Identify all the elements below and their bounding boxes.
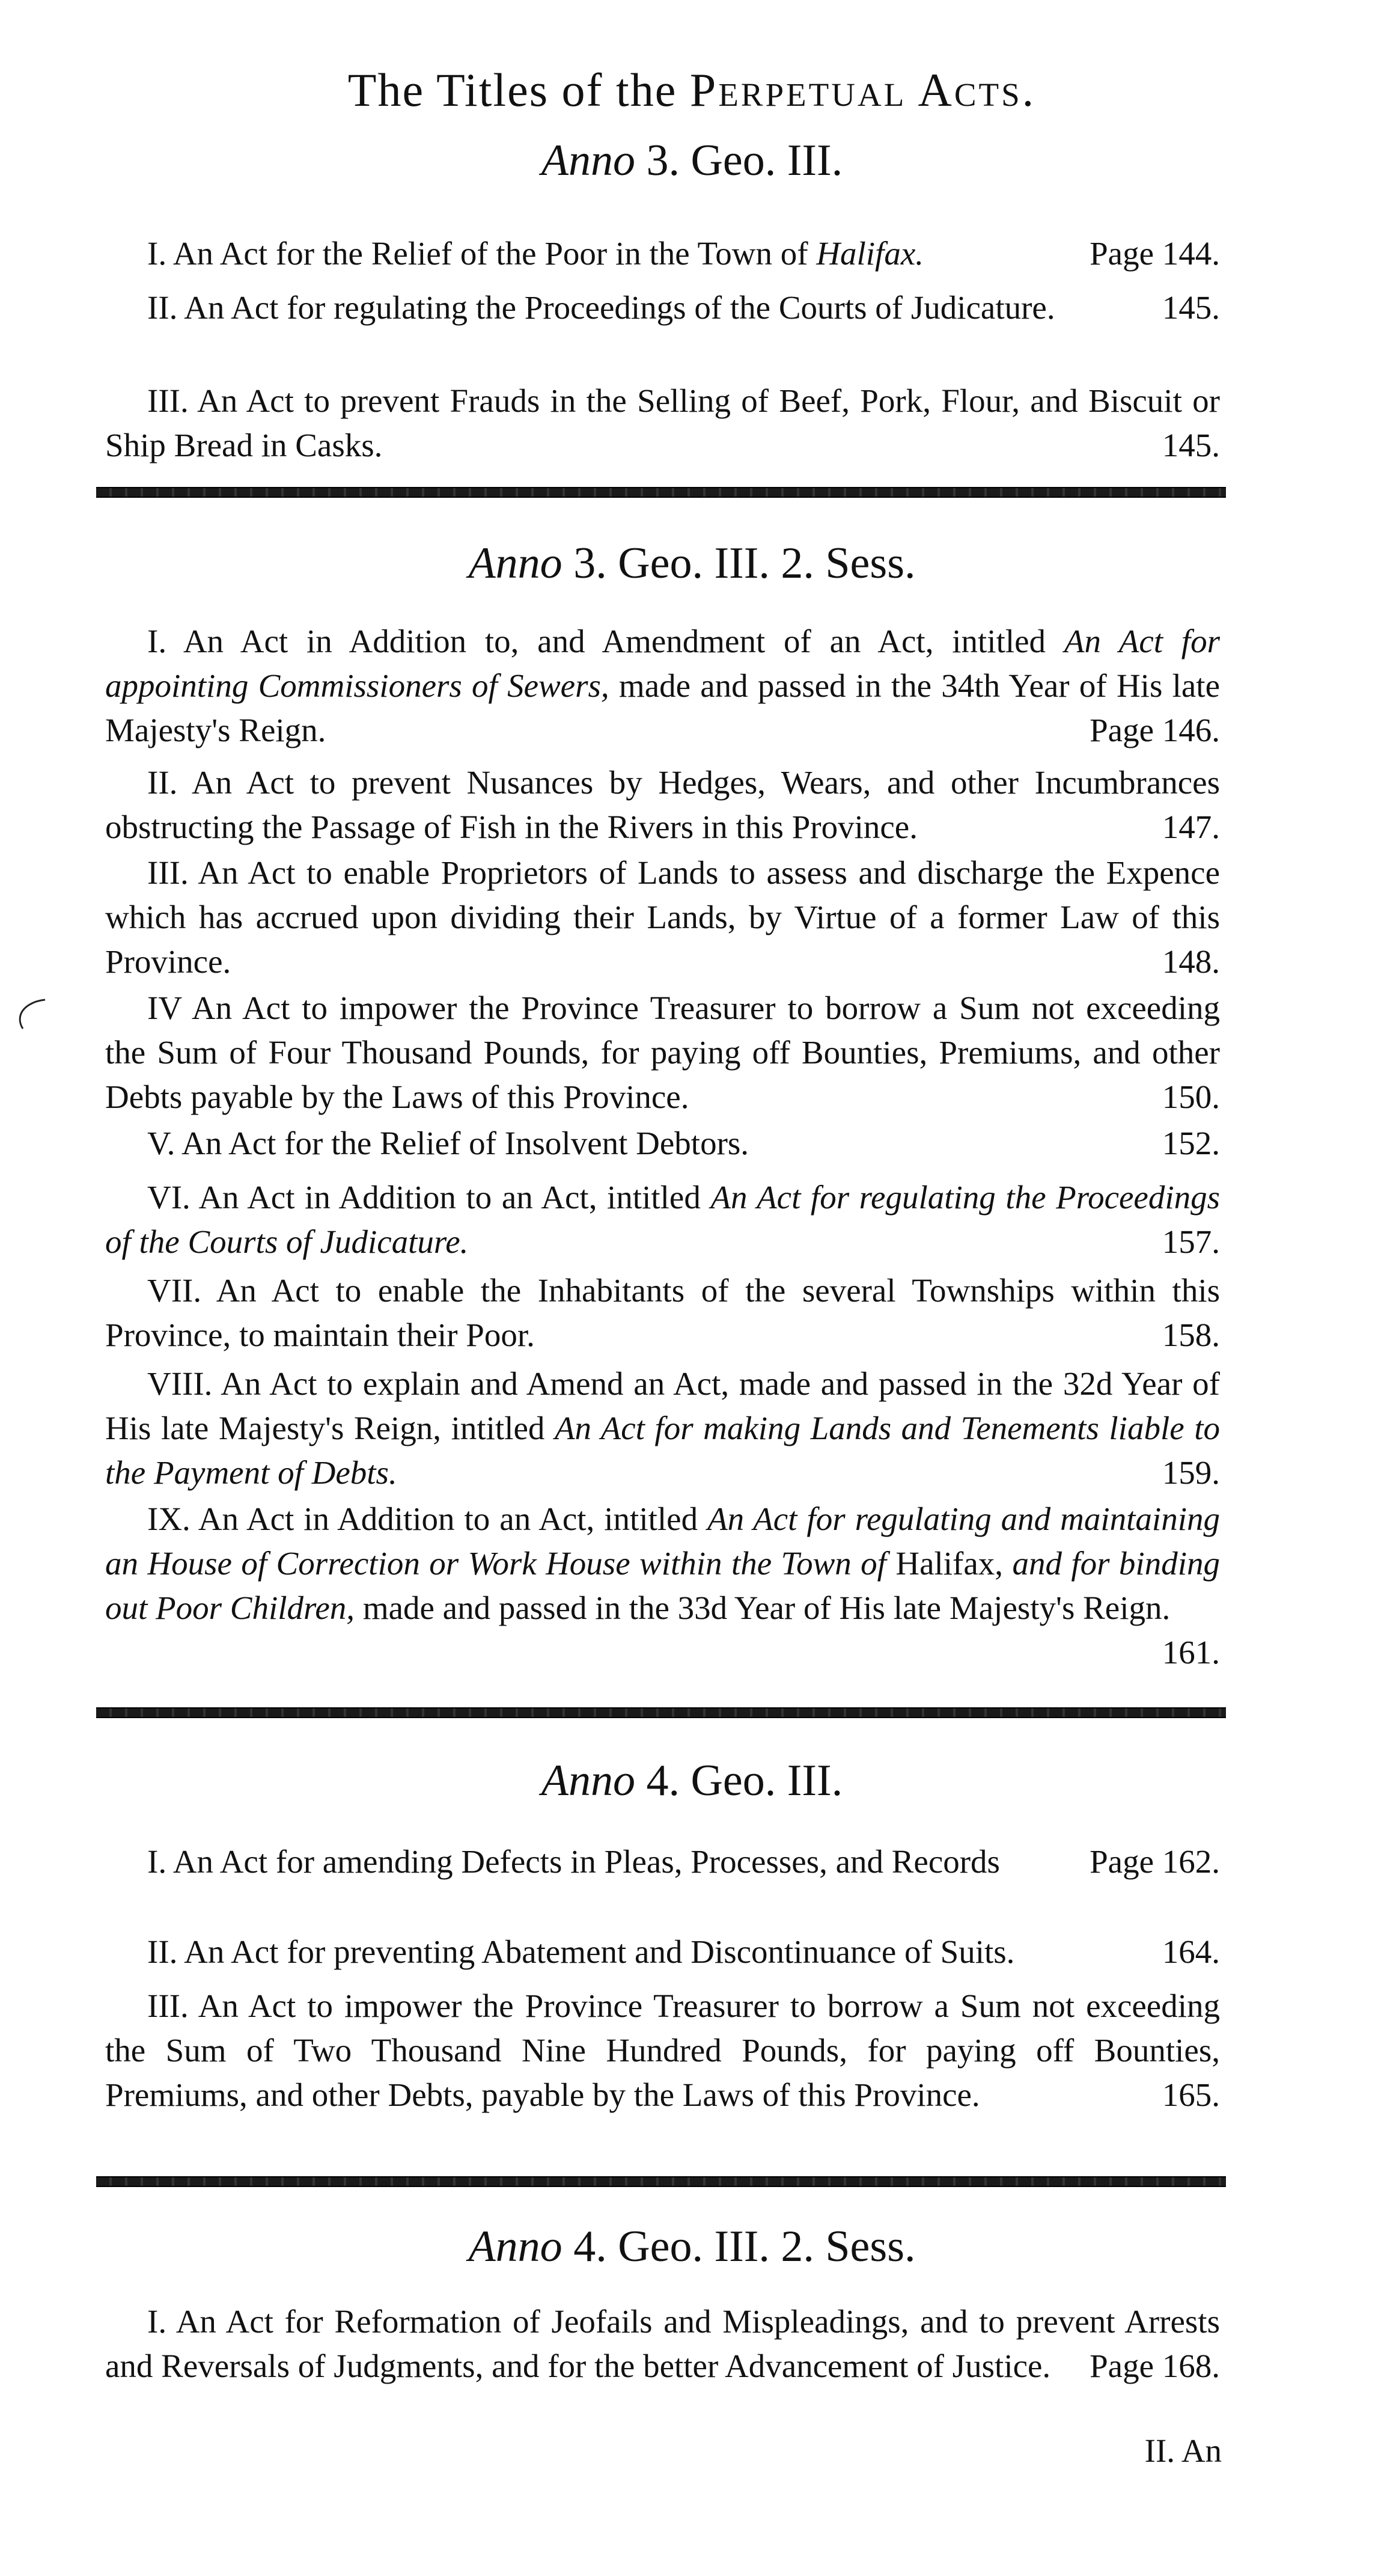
page-title xyxy=(0,63,1384,117)
act-entry: I. An Act for amending Defects in Pleas, Processes, and Records Page 162. xyxy=(105,1840,1220,1884)
section-rule xyxy=(96,2176,1226,2187)
page-ref: Page 144. xyxy=(1090,235,1220,272)
page-ref: Page 168. xyxy=(1090,2348,1220,2384)
anno-label: Anno xyxy=(468,2222,562,2271)
margin-mark-icon xyxy=(12,995,48,1031)
page-ref: 150. xyxy=(1162,1078,1220,1115)
page-ref: Page 162. xyxy=(1090,1843,1220,1880)
page-ref: 157. xyxy=(1162,1223,1220,1260)
page-ref: 147. xyxy=(1162,809,1220,845)
page-ref: Page 146. xyxy=(1090,712,1220,748)
act-entry: IX. An Act in Addition to an Act, intitled An Act for regulating and maintaining an House of Correction or Work House within the Town of Halifax, and for binding out Poor Children, made and passed in the 33d Year of His late Majesty's Reign. 161. xyxy=(105,1497,1220,1675)
section-heading xyxy=(0,538,1384,589)
catchword: II. An xyxy=(1144,2432,1222,2469)
act-entry: II. An Act for preventing Abatement and Discontinuance of Suits. 164. xyxy=(105,1930,1220,1974)
regnal-year: 3. Geo. III. 2. Sess. xyxy=(573,539,916,588)
anno-label: Anno xyxy=(541,136,635,185)
act-entry: VIII. An Act to explain and Amend an Act, made and passed in the 32d Year of His late Majesty's Reign, intitled An Act for making Lands and Tenements liable to the Payment of Debts. 159. xyxy=(105,1362,1220,1495)
page-ref: 148. xyxy=(1162,943,1220,980)
act-entry: II. An Act to prevent Nusances by Hedges, Wears, and other Incumbrances obstructing the Passage of Fish in the Rivers in this Province. 147. xyxy=(105,760,1220,849)
act-entry: III. An Act to impower the Province Treasurer to borrow a Sum not exceeding the Sum of Two Thousand Nine Hundred Pounds, for paying off Bounties, Premiums, and other Debts, payable by the Laws of this Province. 165. xyxy=(105,1984,1220,2117)
act-entry: VI. An Act in Addition to an Act, intitled An Act for regulating the Proceedings of the Courts of Judicature. 157. xyxy=(105,1175,1220,1264)
section-heading xyxy=(0,2221,1384,2272)
act-entry: II. An Act for regulating the Proceedings of the Courts of Judicature. 145. xyxy=(105,286,1220,330)
page-ref: 161. xyxy=(1162,1634,1220,1671)
act-entry: IV An Act to impower the Province Treasurer to borrow a Sum not exceeding the Sum of Four Thousand Pounds, for paying off Bounties, Premiums, and other Debts payable by the Laws of this Province. 150. xyxy=(105,986,1220,1119)
anno-label: Anno xyxy=(541,1756,635,1805)
page-ref: 145. xyxy=(1162,289,1220,326)
act-entry: V. An Act for the Relief of Insolvent Debtors. 152. xyxy=(105,1121,1220,1166)
regnal-year: 3. Geo. III. xyxy=(646,136,843,185)
act-entry: I. An Act for the Relief of the Poor in the Town of Halifax. Page 144. xyxy=(105,231,1220,276)
act-entry: VII. An Act to enable the Inhabitants of the several Townships within this Province, to maintain their Poor. 158. xyxy=(105,1268,1220,1357)
page-ref: 165. xyxy=(1162,2076,1220,2113)
section-heading xyxy=(0,135,1384,186)
act-entry: III. An Act to prevent Frauds in the Selling of Beef, Pork, Flour, and Biscuit or Ship Bread in Casks. 145. xyxy=(105,379,1220,468)
section-rule xyxy=(96,1707,1226,1718)
page-ref: 164. xyxy=(1162,1933,1220,1970)
page-ref: 158. xyxy=(1162,1317,1220,1353)
act-entry: I. An Act for Reformation of Jeofails and Mispleadings, and to prevent Arrests and Reversals of Judgments, and for the better Advancement of Justice. Page 168. xyxy=(105,2299,1220,2388)
page-title-caps: Perpetual Acts. xyxy=(689,64,1037,116)
section-heading xyxy=(0,1755,1384,1807)
regnal-year: 4. Geo. III. xyxy=(646,1756,843,1805)
anno-label: Anno xyxy=(468,539,562,588)
section-rule xyxy=(96,487,1226,498)
regnal-year: 4. Geo. III. 2. Sess. xyxy=(573,2222,916,2271)
act-entry: III. An Act to enable Proprietors of Lands to assess and discharge the Expence which has accrued upon dividing their Lands, by Virtue of a former Law of this Province. 148. xyxy=(105,851,1220,984)
page-ref: 159. xyxy=(1162,1454,1220,1491)
page-ref: 145. xyxy=(1162,427,1220,463)
page-ref: 152. xyxy=(1162,1125,1220,1161)
act-entry: I. An Act in Addition to, and Amendment of an Act, intitled An Act for appointing Commissioners of Sewers, made and passed in the 34th Year of His late Majesty's Reign. Page 146. xyxy=(105,619,1220,753)
page-title-prefix: The Titles of the xyxy=(347,64,677,116)
